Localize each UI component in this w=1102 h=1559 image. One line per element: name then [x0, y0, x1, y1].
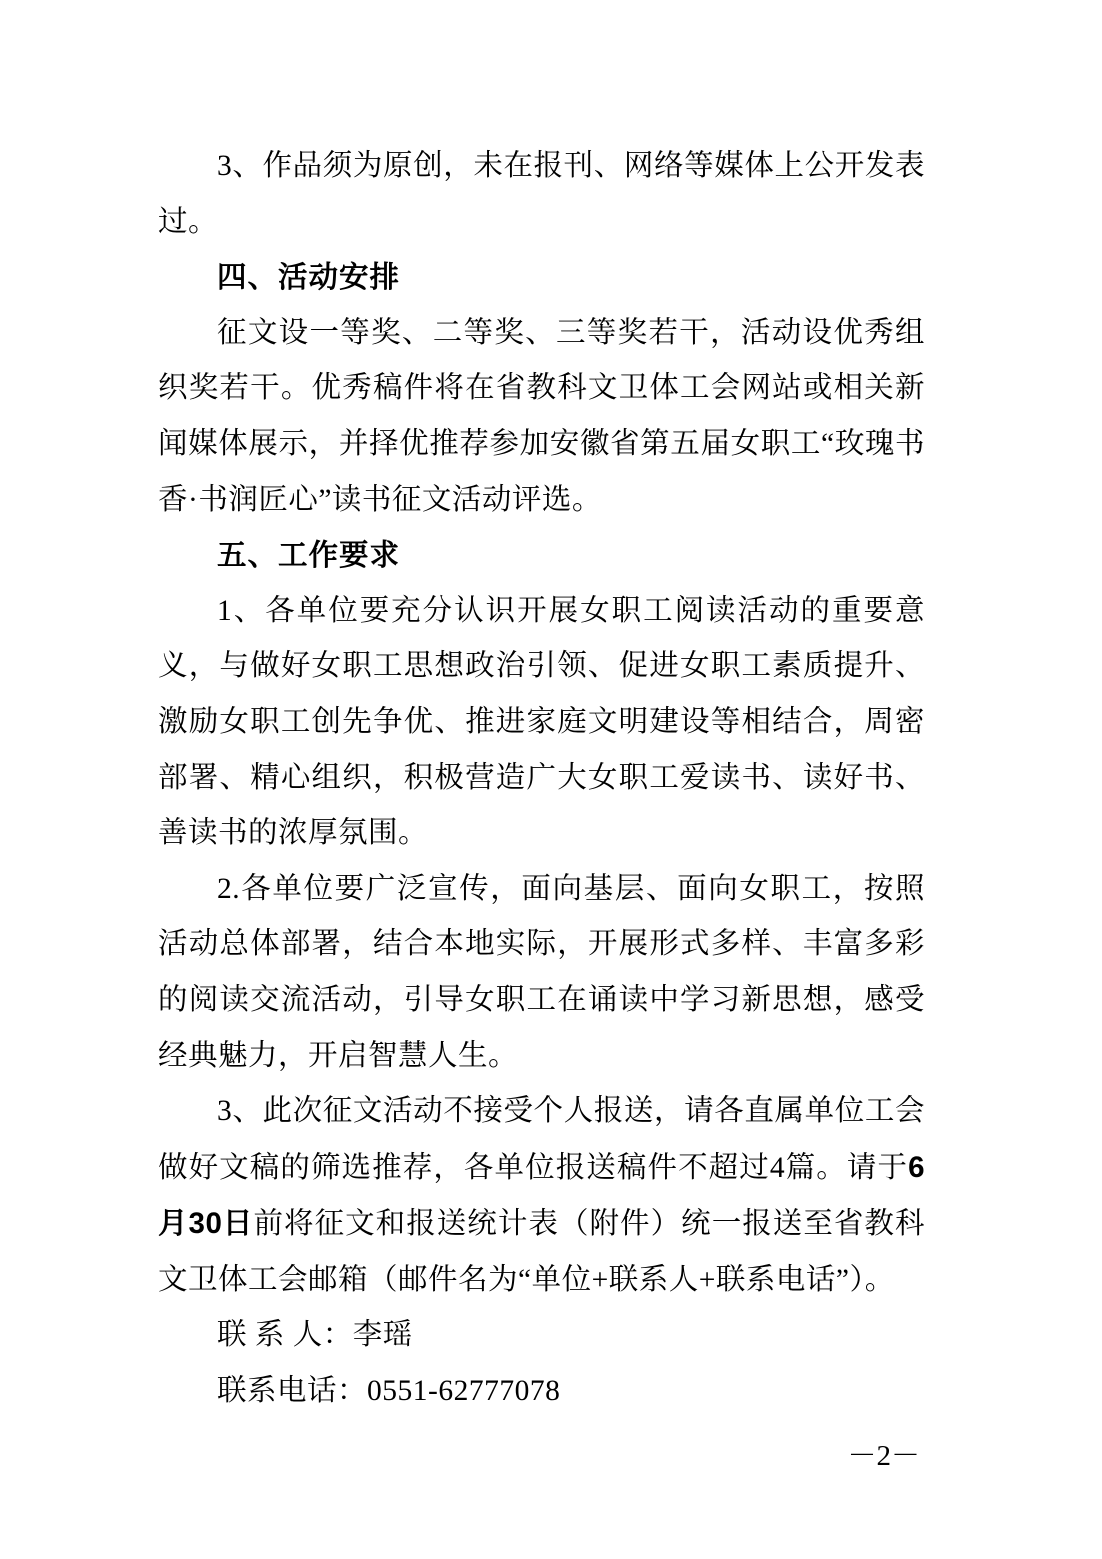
section-heading-activity-arrangement: 四、活动安排	[217, 261, 401, 295]
requirement-3-segment-lead: 3、此次征文活动不接受个人报送，请各直属单位工会做好文稿的筛选推荐，各单位报送稿件不超过4篇。请于	[158, 1095, 925, 1184]
body-paragraph-works-original: 3、作品须为原创，未在报刊、网络等媒体上公开发表过。	[158, 150, 925, 238]
body-paragraph-awards: 征文设一等奖、二等奖、三等奖若干，活动设优秀组织奖若干。优秀稿件将在省教科文卫体工会网站或相关新闻媒体展示，并择优推荐参加安徽省第五届女职工“玫瑰书香·书润匠心”读书征文活动评选。	[158, 316, 925, 516]
body-paragraph-requirement-3	[158, 1084, 925, 1308]
deadline-date-emphasis: 6月30日	[158, 1150, 925, 1241]
body-paragraph-requirement-1: 1、各单位要充分认识开展女职工阅读活动的重要意义，与做好女职工思想政治引领、促进女职工素质提升、激励女职工创先争优、推进家庭文明建设等相结合，周密部署、精心组织，积极营造广大女职工爱读书、读好书、善读书的浓厚氛围。	[158, 594, 925, 850]
document-body	[158, 139, 925, 1420]
body-paragraph-requirement-2: 2.各单位要广泛宣传，面向基层、面向女职工，按照活动总体部署，结合本地实际，开展形式多样、丰富多彩的阅读交流活动，引导女职工在诵读中学习新思想，感受经典魅力，开启智慧人生。	[158, 872, 925, 1072]
contact-phone-line: 联系电话：0551-62777078	[217, 1375, 561, 1408]
page-number: －2－	[847, 1440, 920, 1472]
requirement-3-segment-tail: 前将征文和报送统计表（附件）统一报送至省教科文卫体工会邮箱（邮件名为“单位+联系人+联系电话”）。	[158, 1208, 925, 1296]
section-heading-work-requirements: 五、工作要求	[217, 539, 401, 573]
contact-person-line: 联 系 人：李瑶	[217, 1319, 413, 1352]
